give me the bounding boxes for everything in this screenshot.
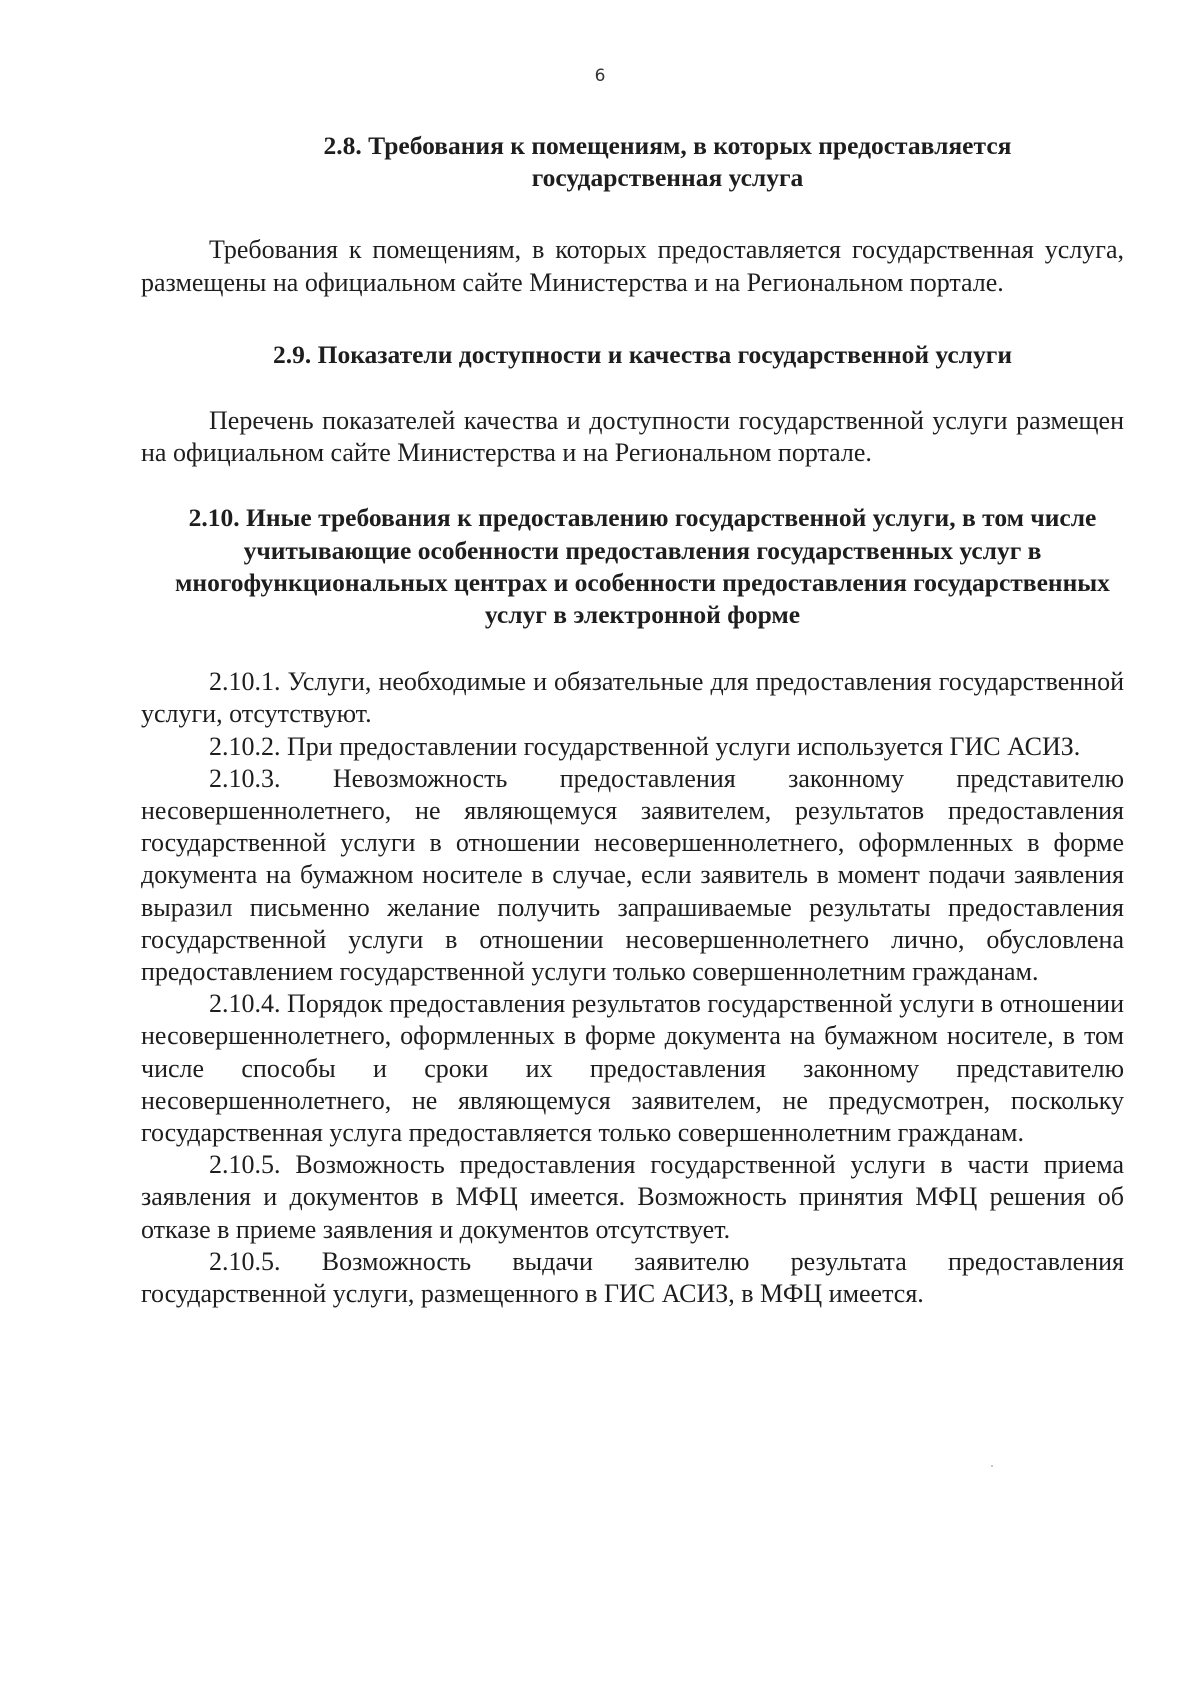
- section-2-8-paragraph: Требования к помещениям, в которых предоставляется государственная услуга, размещены на официальном сайте Министерства и на Региональном портале.: [141, 235, 1124, 297]
- item-2-10-3: 2.10.3. Невозможность предоставления законному представителю несовершеннолетнего, не являющемуся заявителем, результатов предоставления государственной услуги в отношении несовершеннолетнего, оформленных в форме документа на бумажном носителе в случае, если заявитель в момент подачи заявления выразил письменно желание получить запрашиваемые результаты предоставления государственной услуги в отношении несовершеннолетнего лично, обусловлена предоставлением государственной услуги только совершеннолетним гражданам.: [141, 763, 1124, 987]
- scan-speck: [991, 1465, 993, 1467]
- section-2-9-paragraph: Перечень показателей качества и доступности государственной услуги размещен на официальном сайте Министерства и на Региональном портале.: [141, 406, 1124, 468]
- document-body: [141, 130, 1124, 1310]
- item-2-10-4: 2.10.4. Порядок предоставления результатов государственной услуги в отношении несовершеннолетнего, оформленных в форме документа на бумажном носителе, в том числе способы и сроки их предоставления законному представителю несовершеннолетнего, не являющемуся заявителем, не предусмотрен, поскольку государственная услуга предоставляется только совершеннолетним гражданам.: [141, 989, 1124, 1148]
- page-number: 6: [594, 66, 606, 86]
- item-2-10-1: 2.10.1. Услуги, необходимые и обязательные для предоставления государственной услуги, отсутствуют.: [141, 667, 1124, 729]
- item-2-10-5-a: 2.10.5. Возможность предоставления государственной услуги в части приема заявления и документов в МФЦ имеется. Возможность принятия МФЦ решения об отказе в приеме заявления и документов отсутствует.: [141, 1150, 1124, 1244]
- section-2-10-heading: 2.10. Иные требования к предоставлению государственной услуги, в том числе учитывающие особенности предоставления государственных услуг в многофункциональных центрах и особенности предоставления государственных услуг в электронной форме: [175, 503, 1110, 630]
- item-2-10-2: 2.10.2. При предоставлении государственной услуги используется ГИС АСИЗ.: [209, 731, 1081, 761]
- section-2-9-heading: 2.9. Показатели доступности и качества государственной услуги: [272, 339, 1013, 369]
- item-2-10-5-b: 2.10.5. Возможность выдачи заявителю результата предоставления государственной услуги, размещенного в ГИС АСИЗ, в МФЦ имеется.: [141, 1246, 1124, 1309]
- section-2-8-heading: 2.8. Требования к помещениям, в которых предоставляется государственная услуга: [323, 131, 1012, 193]
